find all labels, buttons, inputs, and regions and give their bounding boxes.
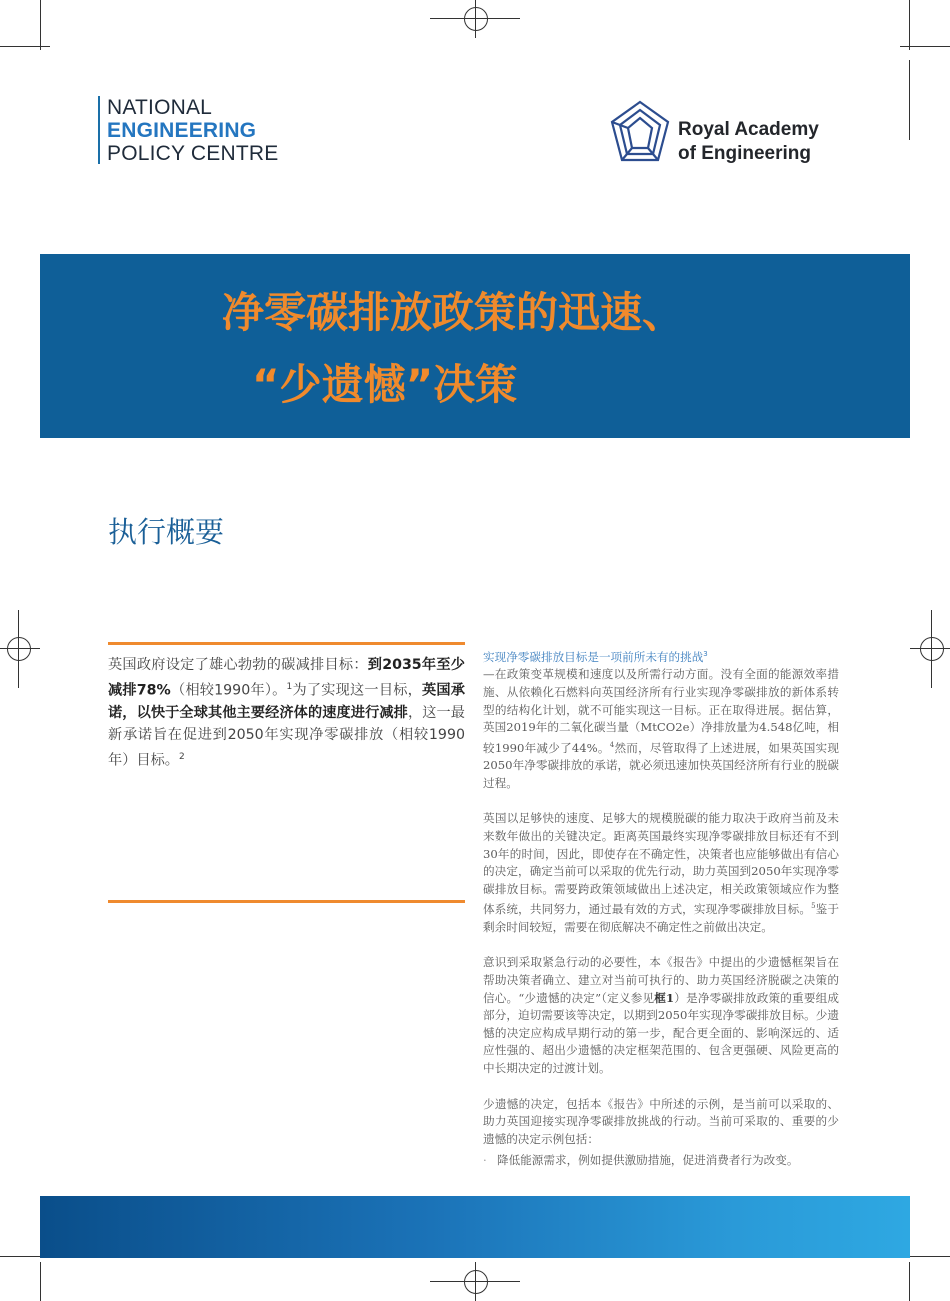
document-title: 净零碳排放政策的迅速、 [222, 288, 685, 337]
footnote-ref: 2 [178, 751, 185, 762]
footer-band [40, 1196, 910, 1258]
paragraph-text: 然而，尽管取得了上述进展，如果英国实现2050年净零碳排放的承诺，就必须迅速加快英国经济所有行业的脱碳过程。 [483, 740, 839, 790]
paragraph-text: —在政策变革规模和速度以及所需行动方面。没有全面的能源效率措施、从依赖化石燃料向英国经济所有行业实现净零碳排放的新体系转型的结构化计划，就不可能实现这一目标。正在取得进展。据估算，英国2019年的二氧化碳当量（MtCO2e）净排放量为4.548亿吨，相较1990年减少了44%。 [483, 667, 839, 755]
callout-highlight: 到2035年至少减排78% [108, 657, 465, 699]
bullet-icon: · [483, 1153, 487, 1168]
footnote-ref: 5 [811, 902, 816, 911]
paragraph-text: 鉴于剩余时间较短，需要在彻底解决不确定性之前做出决定。 [483, 902, 839, 934]
divider [108, 642, 465, 645]
paragraph [483, 646, 839, 792]
paragraph [483, 1096, 839, 1149]
footnote-ref: 1 [286, 682, 293, 692]
paragraph [483, 954, 839, 1077]
raeng-logo-line: of Engineering [678, 143, 811, 164]
raeng-pentagon-icon [608, 98, 672, 166]
paragraph-text: ）是净零碳排放政策的重要组成部分，迫切需要该等决定，以期到2050年实现净零碳排放目标。少遗憾的决定应构成早期行动的第一步，配合更全面的、影响深远的、适应性强的、超出少遗憾的决定框架范围的、包含更强硬、风险更高的中长期决定的过渡计划。 [483, 990, 839, 1076]
paragraph [483, 810, 839, 936]
nepc-logo [98, 96, 278, 164]
nepc-logo-line: NATIONAL [107, 96, 213, 119]
callout-highlight: 英国承诺，以快于全球其他主要经济体的速度进行减排 [108, 682, 465, 721]
footnote-ref: 3 [703, 650, 708, 658]
paragraph-text: 英国以足够快的速度、足够大的规模脱碳的能力取决于政府当前及未来数年做出的关键决定。距离英国最终实现净零碳排放目标还有不到30年的时间，因此，即使存在不确定性，决策者也应能够做出有信心的决定，确定当前可以采取的优先行动，助力英国到2050年实现净零碳排放目标。需要跨政策领域做出上述决定，相关政策领域应作为整体系统，共同努力，通过最有效的方式，实现净零碳排放目标。 [483, 811, 839, 917]
crop-mark [900, 46, 950, 47]
crop-mark [909, 60, 910, 140]
callout-text: （相较1990年）。 [170, 682, 287, 699]
body-text-column [483, 646, 839, 1170]
callout-text: 英国政府设定了雄心勃勃的碳减排目标： [108, 657, 368, 673]
crop-mark [40, 1262, 41, 1301]
callout-text: 为了实现这一目标， [292, 682, 422, 699]
raeng-logo-line: Royal Academy [678, 119, 819, 140]
key-message-callout [108, 654, 465, 771]
footnote-ref: 4 [609, 740, 615, 749]
crop-mark [909, 1262, 910, 1301]
crop-mark [0, 46, 50, 47]
paragraph-text: 少遗憾的决定，包括本《报告》中所述的示例，是当前可以采取的、助力英国迎接实现净零碳排放挑战的行动。当前可采取的、重要的少遗憾的决定示例包括： [483, 1096, 839, 1146]
nepc-logo-line: POLICY CENTRE [107, 142, 279, 165]
nepc-logo-line: ENGINEERING [107, 119, 257, 142]
document-title: “少遗憾”决策 [252, 360, 518, 409]
bullet-list [483, 1152, 839, 1170]
crop-mark [909, 0, 910, 50]
title-banner [40, 254, 910, 438]
list-item: · 降低能源需求，例如提供激励措施，促进消费者行为改变。 [483, 1152, 839, 1170]
lead-text: 实现净零碳排放目标是一项前所未有的挑战 [483, 649, 704, 664]
section-heading: 执行概要 [108, 515, 225, 549]
callout-text: ，这一最新承诺旨在促进到2050年实现净零碳排放（相较1990年）目标。 [108, 704, 465, 769]
raeng-logo [608, 98, 858, 168]
paragraph-text: 意识到采取紧急行动的必要性，本《报告》中提出的少遗憾框架旨在帮助决策者确立、建立对当前可执行的、助力英国经济脱碳之决策的信心。“少遗憾的决定”（定义参见 [483, 955, 839, 1005]
crop-mark [40, 0, 41, 50]
box-reference: 框1 [654, 990, 675, 1005]
divider [108, 900, 465, 903]
